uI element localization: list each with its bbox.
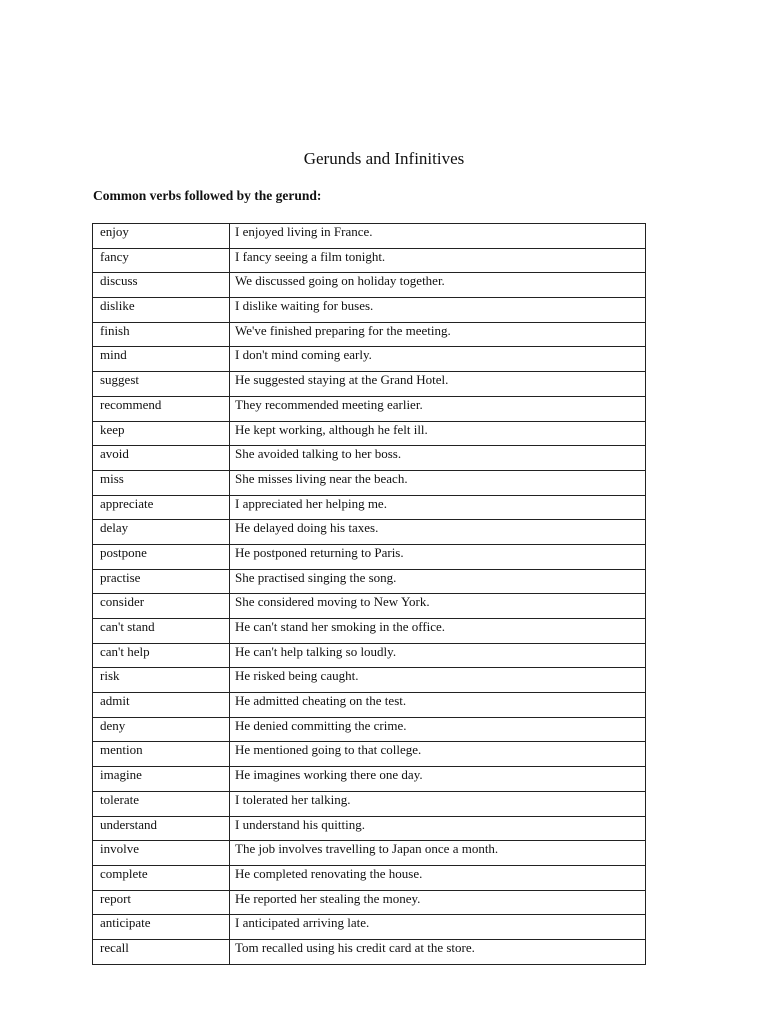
verb-cell: postpone <box>93 544 230 569</box>
table-row <box>93 841 646 866</box>
verb-cell: mind <box>93 347 230 372</box>
example-sentence-cell: He denied committing the crime. <box>230 717 646 742</box>
example-sentence-cell: He delayed doing his taxes. <box>230 520 646 545</box>
example-sentence-cell: He admitted cheating on the test. <box>230 693 646 718</box>
example-sentence-cell: He mentioned going to that college. <box>230 742 646 767</box>
verb-cell: miss <box>93 470 230 495</box>
verb-cell: suggest <box>93 372 230 397</box>
table-row <box>93 717 646 742</box>
verb-cell: can't help <box>93 643 230 668</box>
example-sentence-cell: I tolerated her talking. <box>230 791 646 816</box>
table-row <box>93 693 646 718</box>
verb-cell: dislike <box>93 298 230 323</box>
table-row <box>93 224 646 249</box>
section-heading: Common verbs followed by the gerund: <box>93 188 322 203</box>
verb-cell: enjoy <box>93 224 230 249</box>
verb-cell: delay <box>93 520 230 545</box>
example-sentence-cell: He imagines working there one day. <box>230 767 646 792</box>
verb-cell: practise <box>93 569 230 594</box>
verb-cell: avoid <box>93 446 230 471</box>
example-sentence-cell: I appreciated her helping me. <box>230 495 646 520</box>
verb-cell: imagine <box>93 767 230 792</box>
table-row <box>93 668 646 693</box>
table-row <box>93 421 646 446</box>
table-row <box>93 470 646 495</box>
table-row <box>93 915 646 940</box>
example-sentence-cell: They recommended meeting earlier. <box>230 396 646 421</box>
example-sentence-cell: I dislike waiting for buses. <box>230 298 646 323</box>
table-row <box>93 248 646 273</box>
table-row <box>93 594 646 619</box>
verb-table-body <box>93 224 646 965</box>
table-row <box>93 939 646 964</box>
example-sentence-cell: He postponed returning to Paris. <box>230 544 646 569</box>
example-sentence-cell: We've finished preparing for the meeting. <box>230 322 646 347</box>
table-row <box>93 273 646 298</box>
example-sentence-cell: I understand his quitting. <box>230 816 646 841</box>
table-row <box>93 372 646 397</box>
verb-cell: complete <box>93 865 230 890</box>
verb-cell: can't stand <box>93 619 230 644</box>
table-row <box>93 569 646 594</box>
example-sentence-cell: I fancy seeing a film tonight. <box>230 248 646 273</box>
verb-cell: understand <box>93 816 230 841</box>
example-sentence-cell: I enjoyed living in France. <box>230 224 646 249</box>
table-row <box>93 791 646 816</box>
table-row <box>93 495 646 520</box>
verb-cell: admit <box>93 693 230 718</box>
table-row <box>93 347 646 372</box>
table-row <box>93 643 646 668</box>
table-row <box>93 520 646 545</box>
verb-cell: risk <box>93 668 230 693</box>
example-sentence-cell: The job involves travelling to Japan once a month. <box>230 841 646 866</box>
verb-cell: keep <box>93 421 230 446</box>
example-sentence-cell: Tom recalled using his credit card at the store. <box>230 939 646 964</box>
table-row <box>93 396 646 421</box>
verb-cell: report <box>93 890 230 915</box>
table-row <box>93 816 646 841</box>
example-sentence-cell: He completed renovating the house. <box>230 865 646 890</box>
verb-cell: discuss <box>93 273 230 298</box>
example-sentence-cell: He can't help talking so loudly. <box>230 643 646 668</box>
example-sentence-cell: He kept working, although he felt ill. <box>230 421 646 446</box>
example-sentence-cell: I anticipated arriving late. <box>230 915 646 940</box>
table-row <box>93 619 646 644</box>
verb-cell: involve <box>93 841 230 866</box>
table-row <box>93 446 646 471</box>
example-sentence-cell: He can't stand her smoking in the office. <box>230 619 646 644</box>
table-row <box>93 298 646 323</box>
example-sentence-cell: She avoided talking to her boss. <box>230 446 646 471</box>
table-row <box>93 865 646 890</box>
example-sentence-cell: He risked being caught. <box>230 668 646 693</box>
page-title: Gerunds and Infinitives <box>303 149 465 168</box>
example-sentence-cell: She misses living near the beach. <box>230 470 646 495</box>
example-sentence-cell: He suggested staying at the Grand Hotel. <box>230 372 646 397</box>
example-sentence-cell: We discussed going on holiday together. <box>230 273 646 298</box>
verb-cell: consider <box>93 594 230 619</box>
verb-cell: deny <box>93 717 230 742</box>
example-sentence-cell: I don't mind coming early. <box>230 347 646 372</box>
table-row <box>93 890 646 915</box>
example-sentence-cell: He reported her stealing the money. <box>230 890 646 915</box>
table-row <box>93 742 646 767</box>
table-row <box>93 322 646 347</box>
example-sentence-cell: She considered moving to New York. <box>230 594 646 619</box>
table-row <box>93 767 646 792</box>
example-sentence-cell: She practised singing the song. <box>230 569 646 594</box>
verb-cell: tolerate <box>93 791 230 816</box>
verb-cell: recall <box>93 939 230 964</box>
verb-cell: fancy <box>93 248 230 273</box>
verb-cell: appreciate <box>93 495 230 520</box>
verb-cell: recommend <box>93 396 230 421</box>
verb-cell: anticipate <box>93 915 230 940</box>
verb-cell: mention <box>93 742 230 767</box>
table-row <box>93 544 646 569</box>
gerund-verb-table <box>92 223 646 965</box>
verb-cell: finish <box>93 322 230 347</box>
